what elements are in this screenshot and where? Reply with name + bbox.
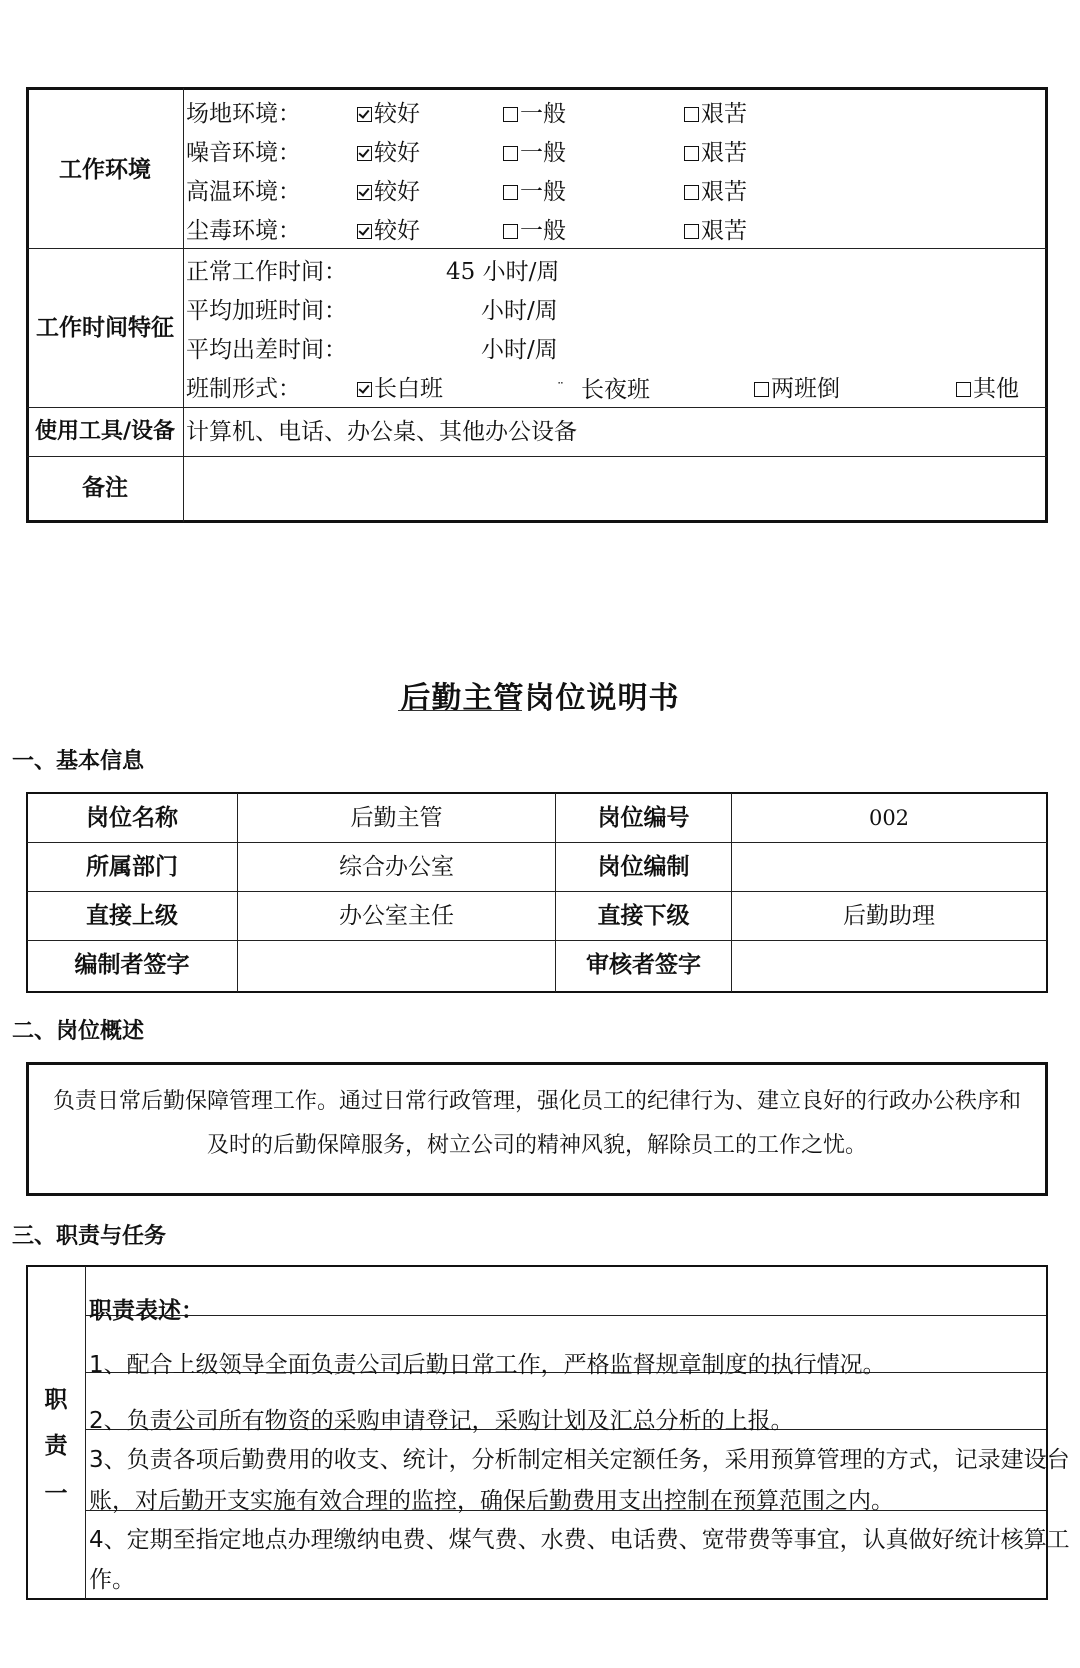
shift-night-option[interactable]: ¨ 长夜班 xyxy=(557,377,650,403)
work-time-label: 工作时间特征 xyxy=(36,315,174,341)
checkbox-glyph-icon[interactable]: ¨ xyxy=(557,381,564,397)
tools-label: 使用工具/设备 xyxy=(34,419,176,444)
checkbox-checked-icon[interactable] xyxy=(357,146,372,161)
table-divider xyxy=(27,940,1047,941)
field-value: 综合办公室 xyxy=(339,854,454,880)
remark-field[interactable] xyxy=(186,460,1044,518)
page-title: 后勤主管岗位说明书 xyxy=(400,681,680,716)
checkbox-icon[interactable] xyxy=(684,224,699,239)
option-good[interactable]: 较好 xyxy=(357,217,420,245)
work-env-label: 工作环境 xyxy=(59,157,151,183)
table-divider xyxy=(27,248,1047,249)
duty-item: 3、负责各项后勤费用的收支、统计，分析制定相关定额任务，采用预算管理的方式，记录建设台 xyxy=(89,1447,1070,1473)
shift-day-option[interactable]: 长白班 xyxy=(357,375,443,403)
overtime-value: 小时/周 xyxy=(481,298,558,324)
env-row-label: 高温环境： xyxy=(186,179,301,205)
duty-desc-label: 职责表述： xyxy=(89,1298,204,1324)
travel-label: 平均出差时间： xyxy=(186,337,347,363)
table-divider xyxy=(27,891,1047,892)
table-divider xyxy=(27,407,1047,408)
field-value: 后勤主管 xyxy=(350,805,443,831)
section-heading: 二、岗位概述 xyxy=(12,1019,145,1044)
checkbox-checked-icon[interactable] xyxy=(357,185,372,200)
field-value: 办公室主任 xyxy=(339,903,454,929)
checkbox-icon[interactable] xyxy=(754,382,769,397)
field-label: 岗位编号 xyxy=(597,805,690,831)
checkbox-icon[interactable] xyxy=(684,185,699,200)
option-hard[interactable]: 艰苦 xyxy=(684,217,747,245)
duty-item: 4、定期至指定地点办理缴纳电费、煤气费、水费、电话费、宽带费等事宜，认真做好统计核算工 xyxy=(89,1527,1070,1553)
remark-label: 备注 xyxy=(82,475,128,501)
overtime-label: 平均加班时间： xyxy=(186,298,347,324)
env-row-label: 场地环境： xyxy=(186,101,301,127)
field-label: 编制者签字 xyxy=(74,952,190,978)
option-good[interactable]: 较好 xyxy=(357,178,420,206)
table-divider xyxy=(27,456,1047,457)
option-good[interactable]: 较好 xyxy=(357,139,420,167)
checkbox-icon[interactable] xyxy=(684,107,699,122)
env-row-label: 尘毒环境： xyxy=(186,218,301,244)
option-good[interactable]: 较好 xyxy=(357,100,420,128)
checkbox-icon[interactable] xyxy=(503,107,518,122)
checkbox-checked-icon[interactable] xyxy=(357,382,372,397)
shift-two-option[interactable]: 两班倒 xyxy=(754,375,840,403)
checkbox-icon[interactable] xyxy=(503,224,518,239)
field-label: 岗位名称 xyxy=(86,805,178,831)
field-value: 后勤助理 xyxy=(843,903,935,929)
env-row-label: 噪音环境： xyxy=(186,140,301,166)
option-normal[interactable]: 一般 xyxy=(503,178,566,206)
option-normal[interactable]: 一般 xyxy=(503,217,566,245)
duty-item: 账，对后勤开支实施有效合理的监控，确保后勤费用支出控制在预算范围之内。 xyxy=(89,1488,894,1514)
checkbox-icon[interactable] xyxy=(503,146,518,161)
duty-item: 1、配合上级领导全面负责公司后勤日常工作，严格监督规章制度的执行情况。 xyxy=(89,1352,886,1378)
normal-time-label: 正常工作时间： xyxy=(186,259,347,285)
duty-side-label: 一 xyxy=(44,1481,68,1507)
checkbox-checked-icon[interactable] xyxy=(357,107,372,122)
duty-item: 2、负责公司所有物资的采购申请登记，采购计划及汇总分析的上报。 xyxy=(89,1408,794,1434)
checkbox-icon[interactable] xyxy=(503,185,518,200)
shift-label: 班制形式： xyxy=(186,376,301,402)
normal-time-value: 45 小时/周 xyxy=(446,259,560,285)
table-divider xyxy=(86,1315,1046,1316)
field-label: 直接下级 xyxy=(597,903,690,929)
option-normal[interactable]: 一般 xyxy=(503,139,566,167)
field-label: 审核者签字 xyxy=(586,952,701,978)
duty-side-label: 职 xyxy=(44,1387,68,1413)
summary-line: 负责日常后勤保障管理工作。通过日常行政管理，强化员工的纪律行为、建立良好的行政办公秩序和 xyxy=(52,1089,1021,1114)
duty-item: 作。 xyxy=(89,1567,135,1593)
summary-line: 及时的后勤保障服务，树立公司的精神风貌，解除员工的工作之忧。 xyxy=(206,1133,867,1158)
option-hard[interactable]: 艰苦 xyxy=(684,178,747,206)
checkbox-icon[interactable] xyxy=(956,382,971,397)
duty-side-label: 责 xyxy=(44,1433,68,1459)
field-label: 岗位编制 xyxy=(597,854,690,880)
travel-value: 小时/周 xyxy=(481,337,558,363)
title-underline xyxy=(398,710,522,711)
checkbox-icon[interactable] xyxy=(684,146,699,161)
shift-other-option[interactable]: 其他 xyxy=(956,375,1019,403)
field-label: 直接上级 xyxy=(86,903,178,929)
checkbox-checked-icon[interactable] xyxy=(357,224,372,239)
option-hard[interactable]: 艰苦 xyxy=(684,100,747,128)
tools-value: 计算机、电话、办公桌、其他办公设备 xyxy=(186,419,577,445)
section-heading: 一、基本信息 xyxy=(12,749,145,774)
field-label: 所属部门 xyxy=(86,854,178,880)
section-heading: 三、职责与任务 xyxy=(12,1224,167,1249)
option-hard[interactable]: 艰苦 xyxy=(684,139,747,167)
option-normal[interactable]: 一般 xyxy=(503,100,566,128)
table-divider xyxy=(27,842,1047,843)
field-value: 002 xyxy=(868,806,910,830)
